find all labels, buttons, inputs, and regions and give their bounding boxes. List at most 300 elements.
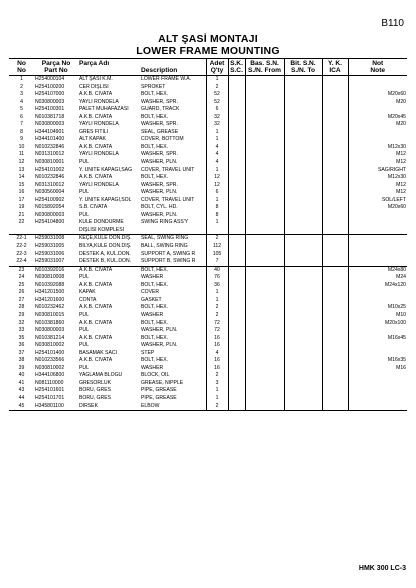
cell-sn-from	[245, 197, 284, 205]
cell-sc	[228, 320, 245, 328]
table-row	[9, 327, 407, 335]
cell-ica	[322, 99, 348, 107]
table-row	[9, 342, 407, 350]
table-row	[9, 372, 407, 380]
cell-qty: 32	[206, 114, 228, 122]
table-row	[9, 189, 407, 197]
cell-no: 15	[18, 181, 25, 188]
cell-sc	[228, 266, 245, 274]
cell-description: WASHER, SPR.	[141, 181, 178, 188]
cell-sc	[228, 227, 245, 235]
cell-part-name: DESTEK B, KUL.DÖN.	[79, 258, 132, 265]
table-row	[9, 380, 407, 388]
cell-note	[348, 380, 407, 388]
cell-sn-from	[245, 258, 284, 266]
model-footer: HMK 300 LC-3	[358, 565, 406, 572]
cell-sn-from	[245, 335, 284, 343]
cell-part-name: PUL	[79, 211, 89, 218]
table-row	[9, 114, 407, 122]
cell-note: M12	[348, 159, 407, 167]
cell-ica	[322, 159, 348, 167]
cell-ica	[322, 350, 348, 358]
cell-note: M16x35	[348, 357, 407, 365]
cell-description: BOLT, CYL. HD.	[141, 204, 178, 211]
cell-sn-from	[245, 144, 284, 152]
cell-no: 4	[20, 98, 23, 105]
table-row	[9, 129, 407, 137]
col-ica-en: ICA	[322, 67, 348, 76]
cell-sc	[228, 312, 245, 320]
cell-sn-to	[284, 151, 322, 159]
cell-sc	[228, 251, 245, 259]
cell-part-no: N030810002	[35, 342, 65, 349]
cell-ica	[322, 395, 348, 403]
cell-qty: 2	[206, 235, 228, 243]
cell-sn-from	[245, 274, 284, 282]
cell-sn-from	[245, 282, 284, 290]
cell-sc	[228, 342, 245, 350]
cell-note: M12	[348, 151, 407, 159]
cell-note	[348, 235, 407, 243]
cell-part-no: H344101400	[35, 136, 65, 143]
cell-sn-from	[245, 243, 284, 251]
cell-ica	[322, 403, 348, 411]
cell-no: 26	[18, 289, 25, 296]
cell-sn-to	[284, 167, 322, 175]
cell-part-name: YAYLI RONDELA	[79, 98, 119, 105]
cell-sc	[228, 304, 245, 312]
cell-sn-from	[245, 76, 284, 84]
table-row	[9, 387, 407, 395]
col-qty-en: Q'ty	[206, 67, 228, 76]
cell-ica	[322, 320, 348, 328]
cell-description: BOLT, HEX.	[140, 266, 206, 274]
cell-no: 24	[18, 274, 25, 281]
cell-description: ELBOW	[140, 403, 206, 411]
cell-qty: 16	[206, 357, 228, 365]
col-ica-tr: Y. K.	[322, 59, 348, 68]
cell-sn-from	[245, 99, 284, 107]
cell-sc	[228, 365, 245, 373]
cell-note: SOL/LEFT	[348, 197, 407, 205]
col-sn-from-en: S./N. From	[245, 67, 284, 76]
cell-no: 41	[18, 379, 25, 386]
cell-sc	[228, 235, 245, 243]
cell-sn-from	[245, 312, 284, 320]
cell-part-name: DİŞLİSİ KOMPLESİ	[79, 226, 125, 233]
page-code: B110	[381, 18, 404, 29]
cell-no: 32	[18, 319, 25, 326]
cell-note: M20x100	[348, 320, 407, 328]
cell-sc	[228, 167, 245, 175]
cell-part-name: YAĞLAMA BLOĞU	[79, 372, 123, 379]
cell-no: 29	[18, 311, 25, 318]
table-row	[9, 403, 407, 411]
cell-no: 35	[18, 334, 25, 341]
cell-part-no: H259031006	[35, 250, 65, 257]
table-row	[9, 121, 407, 129]
cell-sn-from	[245, 289, 284, 297]
col-part-no-tr: Parça No	[34, 59, 78, 68]
cell-sc	[228, 189, 245, 197]
cell-no: 25	[18, 281, 25, 288]
cell-no	[9, 227, 34, 235]
cell-qty: 12	[206, 174, 228, 182]
cell-ica	[322, 121, 348, 129]
cell-sc	[228, 91, 245, 99]
cell-part-no: H254107000	[35, 91, 65, 98]
cell-ica	[322, 219, 348, 227]
cell-note: M10	[348, 312, 407, 320]
cell-sn-from	[245, 219, 284, 227]
cell-sn-from	[245, 380, 284, 388]
table-row	[9, 258, 407, 266]
cell-qty: 8	[206, 204, 228, 212]
cell-sc	[228, 282, 245, 290]
cell-qty: 72	[206, 327, 228, 335]
cell-sn-to	[284, 182, 322, 190]
cell-sn-to	[284, 235, 322, 243]
cell-note	[348, 219, 407, 227]
header-row-english	[9, 67, 407, 76]
cell-sn-from	[245, 304, 284, 312]
cell-qty: 36	[206, 282, 228, 290]
cell-qty: 2	[206, 403, 228, 411]
cell-ica	[322, 387, 348, 395]
cell-description: WASHER, SPR.	[141, 98, 178, 105]
cell-part-no: H341201500	[35, 289, 65, 296]
cell-note	[348, 372, 407, 380]
cell-part-no: H259031007	[35, 258, 65, 265]
cell-qty: 2	[206, 372, 228, 380]
cell-part-no: N010381214	[35, 334, 65, 341]
table-row	[9, 136, 407, 144]
col-no-tr: No	[9, 59, 34, 68]
cell-part-name: A.K.B. CIVATA	[79, 357, 113, 364]
cell-part-no: N030810001	[35, 159, 65, 166]
cell-sn-to	[284, 380, 322, 388]
cell-no: 22-3	[16, 250, 27, 257]
cell-note: M12x30	[348, 174, 407, 182]
cell-description: BOLT, HEX.	[141, 334, 169, 341]
cell-sn-to	[284, 174, 322, 182]
cell-sn-from	[245, 227, 284, 235]
cell-sn-to	[284, 243, 322, 251]
col-sc-en: S.C.	[228, 67, 245, 76]
cell-sc	[228, 204, 245, 212]
cell-part-no: H344104901	[35, 128, 65, 135]
cell-no: 19	[18, 204, 25, 211]
cell-sn-from	[245, 327, 284, 335]
cell-part-no: N015892054	[35, 204, 65, 211]
cell-no: 36	[18, 342, 25, 349]
table-row	[9, 304, 407, 312]
cell-part-no: N010381718	[35, 113, 65, 120]
cell-sn-from	[245, 387, 284, 395]
cell-no: 3	[20, 91, 23, 98]
table-row	[9, 312, 407, 320]
cell-ica	[322, 258, 348, 266]
cell-sc	[228, 84, 245, 92]
cell-sn-from	[245, 114, 284, 122]
cell-no: 13	[18, 166, 25, 173]
cell-qty: 1	[206, 129, 228, 137]
cell-qty: 1	[206, 167, 228, 175]
cell-part-name: PUL	[79, 342, 89, 349]
cell-sn-from	[245, 91, 284, 99]
cell-part-name: Y. ÜNİTE KAPAĞI,SOL	[79, 196, 132, 203]
cell-sn-to	[284, 258, 322, 266]
cell-description: BOLT, HEX.	[141, 113, 169, 120]
cell-ica	[322, 227, 348, 235]
cell-sn-from	[245, 204, 284, 212]
cell-no: 33	[18, 327, 25, 334]
cell-sc	[228, 174, 245, 182]
cell-part-name: KAPAK	[79, 289, 96, 296]
cell-ica	[322, 144, 348, 152]
cell-description: GUARD, TRACK	[141, 106, 180, 113]
cell-part-no: N081110000	[35, 379, 64, 386]
cell-part-no: H254100301	[35, 106, 65, 113]
cell-sn-to	[284, 304, 322, 312]
table-row	[9, 297, 407, 305]
cell-sn-to	[284, 219, 322, 227]
cell-description: GREASE, NIPPLE	[141, 379, 184, 386]
cell-sc	[228, 151, 245, 159]
cell-sn-to	[284, 212, 322, 220]
cell-ica	[322, 212, 348, 220]
cell-qty: 1	[206, 395, 228, 403]
cell-sn-to	[284, 357, 322, 365]
cell-no: 9	[20, 136, 23, 143]
cell-description: BOLT, HEX.	[141, 174, 169, 181]
cell-sn-to	[284, 395, 322, 403]
cell-description: SWING RING ASS'Y	[141, 219, 189, 226]
cell-part-no: N031310012	[35, 181, 65, 188]
cell-part-name: DİRSEK	[78, 403, 140, 411]
cell-no: 22-4	[16, 258, 27, 265]
cell-qty: 1	[206, 289, 228, 297]
table-row	[9, 365, 407, 373]
table-row	[9, 84, 407, 92]
cell-sn-to	[284, 106, 322, 114]
cell-sc	[228, 258, 245, 266]
cell-qty: 2	[206, 304, 228, 312]
cell-note	[348, 106, 407, 114]
cell-part-no: H345801100	[34, 403, 78, 411]
cell-description: BALL, SWING RING	[141, 243, 188, 250]
cell-sn-to	[284, 342, 322, 350]
cell-qty: 2	[206, 84, 228, 92]
cell-qty: 8	[206, 212, 228, 220]
cell-note	[348, 327, 407, 335]
cell-sn-from	[245, 212, 284, 220]
cell-description: BOLT, HEX.	[141, 91, 169, 98]
cell-no: 27	[18, 296, 25, 303]
cell-qty	[206, 227, 228, 235]
cell-sc	[228, 182, 245, 190]
cell-note: M20	[348, 99, 407, 107]
table-row	[9, 282, 407, 290]
cell-ica	[322, 380, 348, 388]
cell-ica	[322, 91, 348, 99]
cell-part-name: YAYLI RONDELA	[79, 181, 119, 188]
cell-ica	[322, 282, 348, 290]
cell-sc	[228, 395, 245, 403]
cell-sc	[228, 219, 245, 227]
cell-part-name: A.K.B. CIVATA	[79, 91, 113, 98]
cell-note	[348, 136, 407, 144]
cell-qty: 16	[206, 365, 228, 373]
cell-sn-from	[245, 84, 284, 92]
cell-part-name: ALT ŞASİ K.M.	[79, 76, 113, 82]
cell-sc	[228, 121, 245, 129]
cell-note	[348, 227, 407, 235]
cell-sn-from	[245, 320, 284, 328]
cell-sc	[228, 159, 245, 167]
cell-ica	[322, 372, 348, 380]
cell-part-no: N030800003	[35, 211, 65, 218]
cell-description: WASHER, PLN.	[141, 342, 178, 349]
cell-description: WASHER, SPR.	[141, 151, 178, 158]
cell-no: 45	[9, 403, 34, 411]
table-row	[9, 91, 407, 99]
cell-no: 21	[18, 211, 25, 218]
cell-part-name: PUL	[79, 189, 89, 196]
cell-note: M10x25	[348, 304, 407, 312]
cell-part-name: A.K.B. CIVATA	[79, 319, 113, 326]
col-qty-tr: Adet	[206, 59, 228, 68]
cell-sn-to	[284, 312, 322, 320]
cell-sn-from	[245, 297, 284, 305]
cell-sn-from	[245, 121, 284, 129]
cell-note	[348, 403, 407, 411]
cell-part-no: N030560004	[35, 189, 65, 196]
cell-part-no: H254000104	[35, 76, 65, 82]
cell-note	[348, 212, 407, 220]
table-row	[9, 151, 407, 159]
col-name-en	[78, 67, 140, 76]
cell-qty: 40	[206, 266, 228, 274]
cell-description: WASHER, PLN.	[141, 189, 178, 196]
cell-ica	[322, 251, 348, 259]
cell-ica	[322, 274, 348, 282]
cell-ica	[322, 84, 348, 92]
cell-no: 43	[18, 387, 25, 394]
cell-sn-to	[284, 197, 322, 205]
cell-sn-to	[284, 76, 322, 84]
cell-no: 22-1	[9, 235, 34, 243]
cell-qty: 1	[206, 197, 228, 205]
cell-ica	[322, 151, 348, 159]
cell-description: BOLT, HEX.	[141, 281, 169, 288]
cell-part-name: YAYLI RONDELA	[79, 151, 119, 158]
cell-ica	[322, 342, 348, 350]
cell-part-no: N030800003	[35, 121, 65, 128]
col-part-no-en: Part No	[34, 67, 78, 76]
cell-part-no: H344106800	[35, 372, 65, 379]
cell-sn-to	[284, 84, 322, 92]
cell-description: WASHER, PLN.	[141, 327, 178, 334]
cell-note	[348, 387, 407, 395]
table-row	[9, 174, 407, 182]
cell-sc	[228, 274, 245, 282]
cell-sc	[228, 99, 245, 107]
cell-qty: 4	[206, 350, 228, 358]
cell-part-no: H254101701	[35, 394, 65, 401]
cell-sn-to	[284, 227, 322, 235]
cell-note	[348, 350, 407, 358]
cell-no: 2	[20, 83, 23, 90]
cell-no: 17	[18, 196, 25, 203]
cell-sc	[228, 212, 245, 220]
cell-sn-from	[245, 189, 284, 197]
cell-description: SPROKET	[141, 83, 166, 90]
cell-qty: 52	[206, 91, 228, 99]
table-row	[9, 243, 407, 251]
table-row	[9, 266, 407, 274]
cell-part-name: BİLYA,KULE DÖN.DİŞ.	[79, 243, 132, 250]
cell-no: 5	[20, 106, 23, 113]
cell-description	[140, 227, 206, 235]
cell-sc	[228, 380, 245, 388]
cell-description: SEAL, GREASE	[141, 128, 179, 135]
cell-sn-to	[284, 365, 322, 373]
cell-qty: 4	[206, 144, 228, 152]
cell-part-name: A.K.B. CIVATA	[79, 113, 113, 120]
cell-part-name: DESTEK A, KUL.DÖN.	[79, 250, 131, 257]
cell-part-no: N010392088	[35, 281, 65, 288]
cell-sc	[228, 144, 245, 152]
cell-part-name: CONTA	[79, 296, 97, 303]
col-note-tr: Not	[348, 59, 407, 68]
cell-sn-to	[284, 99, 322, 107]
cell-note	[348, 297, 407, 305]
cell-part-no: H254104800	[35, 219, 65, 226]
cell-no: 22	[18, 219, 25, 226]
cell-no: 7	[20, 121, 23, 128]
cell-sn-from	[245, 159, 284, 167]
cell-part-no: N030800003	[35, 98, 65, 105]
cell-part-no: N030800003	[35, 327, 65, 334]
cell-ica	[322, 129, 348, 137]
cell-sc	[228, 327, 245, 335]
cell-sn-to	[284, 350, 322, 358]
cell-part-name: A.K.B. CIVATA	[79, 304, 113, 311]
cell-qty: 1	[206, 219, 228, 227]
cell-part-name: A.K.B. CIVATA	[79, 281, 113, 288]
cell-ica	[322, 76, 348, 84]
cell-description: BOLT, HEX.	[141, 319, 169, 326]
cell-note: M24	[348, 274, 407, 282]
cell-sn-to	[284, 189, 322, 197]
table-row	[9, 274, 407, 282]
cell-part-name: KEÇE,KULE DÖN.DİŞ.	[78, 235, 140, 243]
cell-description: WASHER	[141, 274, 164, 281]
parts-table-body	[9, 76, 407, 411]
col-sn-to-en: S./N. To	[284, 67, 322, 76]
cell-note: M24x120	[348, 282, 407, 290]
cell-sn-to	[284, 387, 322, 395]
cell-no: 10	[18, 143, 25, 150]
cell-sn-to	[284, 403, 322, 411]
cell-description: COVER, TRAVEL UNIT	[141, 166, 195, 173]
cell-sn-from	[245, 357, 284, 365]
cell-sc	[228, 357, 245, 365]
cell-note	[348, 129, 407, 137]
cell-sn-from	[245, 403, 284, 411]
cell-part-no: H259031008	[34, 235, 78, 243]
